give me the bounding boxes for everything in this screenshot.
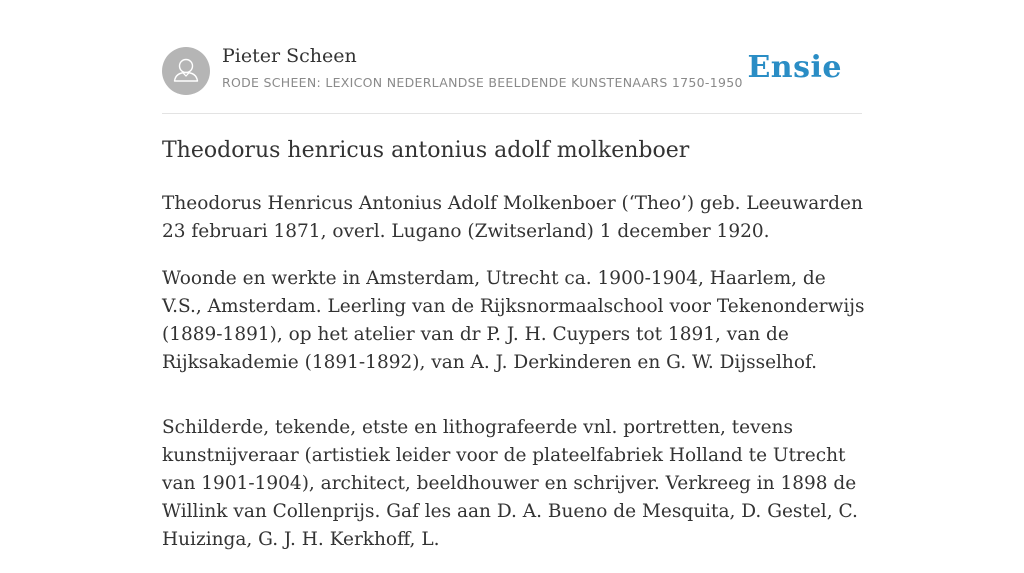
article-title: Theodorus henricus antonius adolf molkenboer bbox=[162, 138, 690, 163]
user-silhouette-icon bbox=[162, 47, 210, 95]
ensie-logo[interactable]: Ensie bbox=[747, 50, 842, 85]
article-header bbox=[162, 0, 862, 114]
paragraph-works: Schilderde, tekende, etste en lithografeerde vnl. portretten, tevens kunstnijveraar (artistiek leider voor de plateelfabriek Holland te Utrecht van 1901-1904), architect, beeldhouwer en schrijver. Verkreeg in 1898 de Willink van Collenprijs. Gaf les aan D. A. Bueno de Mesquita, D. Gestel, C. Huizinga, G. J. H. Kerkhoff, L. bbox=[162, 417, 858, 550]
source-lexicon[interactable]: RODE SCHEEN: LEXICON NEDERLANDSE BEELDENDE KUNSTENAARS 1750-1950 bbox=[222, 75, 743, 90]
page-container bbox=[162, 0, 865, 550]
paragraph-education: Woonde en werkte in Amsterdam, Utrecht ca. 1900-1904, Haarlem, de V.S., Amsterdam. Leerling van de Rijksnormaalschool voor Tekenonderwijs (1889-1891), op het atelier van dr P. J. H. Cuypers tot 1891, van de Rijksakademie (1891-1892), van A. J. Derkinderen en G. W. Dijsselhof. bbox=[162, 268, 865, 373]
author-avatar[interactable] bbox=[162, 47, 210, 95]
author-name[interactable]: Pieter Scheen bbox=[222, 45, 357, 67]
article-body bbox=[162, 190, 867, 573]
paragraph-biography: Theodorus Henricus Antonius Adolf Molkenboer (‘Theo’) geb. Leeuwarden 23 februari 1871, overl. Lugano (Zwitserland) 1 december 1920. bbox=[162, 193, 863, 242]
